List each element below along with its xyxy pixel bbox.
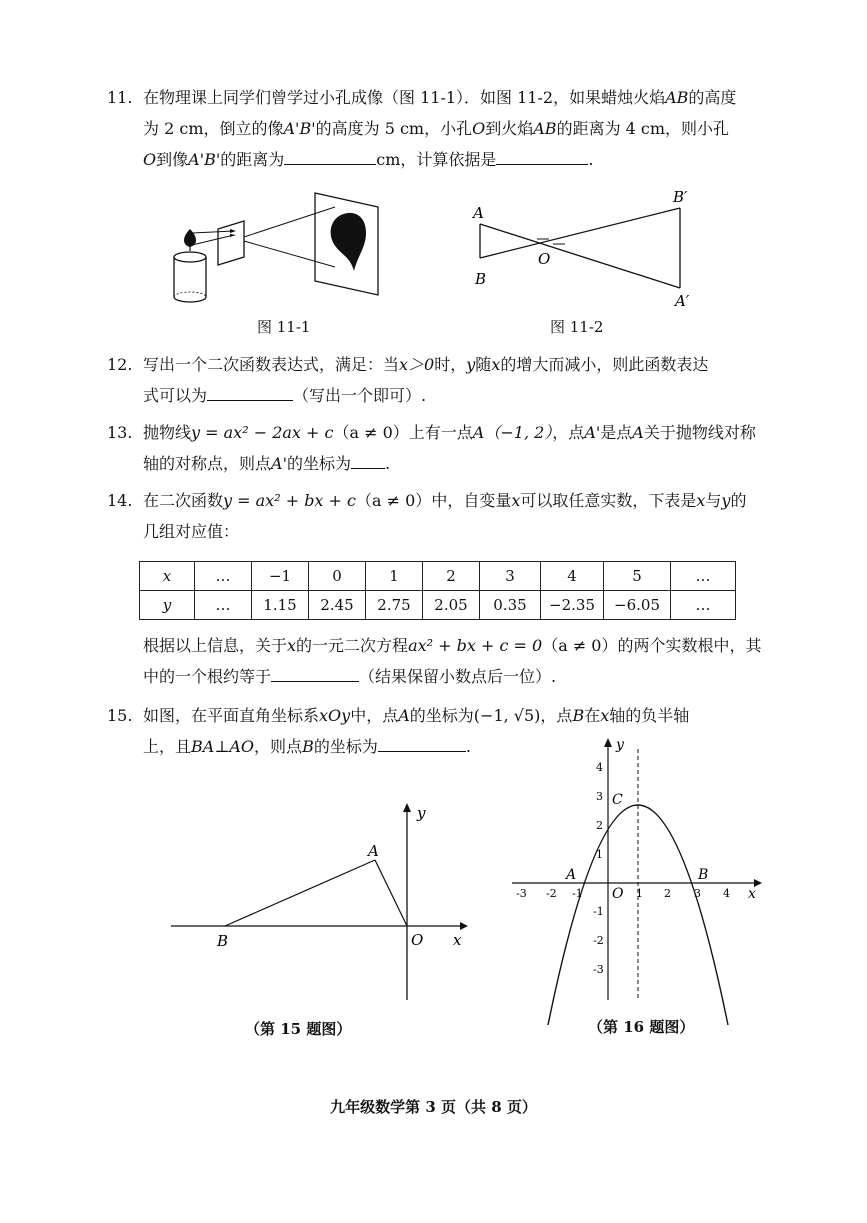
answer-blank[interactable] <box>284 146 376 165</box>
question-number: 11. <box>107 88 133 107</box>
figure-16 <box>508 735 768 1025</box>
table-cell: −2.35 <box>541 591 604 620</box>
question-14-continued: 根据以上信息，关于x的一元二次方程ax² + bx + c = 0（a ≠ 0）的两个实数根中，其 中的一个根约等于 （结果保留小数点后一位）. <box>143 636 762 686</box>
question-14: 14. 在二次函数y = ax² + bx + c（a ≠ 0）中，自变量x可以取任意实数，下表是x与y的 几组对应值： <box>107 485 797 547</box>
table-cell: 5 <box>604 562 671 591</box>
answer-blank[interactable] <box>351 450 385 469</box>
y-axis-label: y <box>417 804 426 822</box>
x-tick-label: 3 <box>694 887 701 900</box>
question-number: 15. <box>107 706 133 725</box>
answer-blank[interactable] <box>378 733 466 752</box>
table-cell: … <box>671 562 736 591</box>
table-cell: 1 <box>366 562 423 591</box>
table-cell: 0.35 <box>480 591 541 620</box>
table-cell: … <box>195 591 252 620</box>
figure-11-2 <box>465 182 705 314</box>
y-tick-label: -3 <box>593 963 604 976</box>
x-tick-label: 4 <box>723 887 730 900</box>
question-number: 12. <box>107 355 133 374</box>
table-row <box>140 591 736 620</box>
figure-caption: 图 11-2 <box>550 318 604 336</box>
y-tick-label: 4 <box>596 761 603 774</box>
y-tick-label: -2 <box>593 934 604 947</box>
table-cell: 3 <box>480 562 541 591</box>
figure-15 <box>165 800 470 1005</box>
table-cell: 2.75 <box>366 591 423 620</box>
question-12: 12. 写出一个二次函数表达式，满足：当x＞0时，y随x的增大而减小，则此函数表达 式可以为 （写出一个即可）. <box>107 349 797 411</box>
x-tick-label: -2 <box>546 887 557 900</box>
point-b-prime-label: B′ <box>673 188 688 206</box>
question-number: 13. <box>107 423 133 442</box>
question-15: 15. 如图，在平面直角坐标系xOy中，点A的坐标为(−1, √5)，点B在x轴的负半轴 上，且BA⊥AO，则点B的坐标为 . <box>107 700 797 762</box>
table-cell: 2 <box>423 562 480 591</box>
table-row <box>140 562 736 591</box>
table-cell: 4 <box>541 562 604 591</box>
point-b-label: B <box>217 932 229 950</box>
point-a-label: A <box>566 867 577 883</box>
x-axis-label: x <box>453 931 462 949</box>
answer-blank[interactable] <box>207 382 293 401</box>
x-tick-label: 2 <box>664 887 671 900</box>
table-cell: … <box>671 591 736 620</box>
figure-caption: （第 15 题图） <box>245 1020 352 1038</box>
point-b-label: B <box>698 867 709 883</box>
y-tick-label: 3 <box>596 790 603 803</box>
x-tick-label: -3 <box>516 887 527 900</box>
figure-caption: 图 11-1 <box>257 318 311 336</box>
table-cell: −6.05 <box>604 591 671 620</box>
table-header: x <box>140 562 195 591</box>
x-tick-label: -1 <box>572 887 583 900</box>
table-header: y <box>140 591 195 620</box>
table-cell: 2.05 <box>423 591 480 620</box>
figure-caption: （第 16 题图） <box>588 1018 695 1036</box>
x-axis-label: x <box>748 886 756 902</box>
question-13: 13. 抛物线y = ax² − 2ax + c（a ≠ 0）上有一点A（−1, 2），点A'是点A关于抛物线对称 轴的对称点，则点A'的坐标为 . <box>107 417 797 479</box>
answer-blank[interactable] <box>271 663 359 682</box>
page-footer: 九年级数学第 3 页（共 8 页） <box>330 1098 537 1116</box>
question-number: 14. <box>107 491 133 510</box>
table-cell: 1.15 <box>252 591 309 620</box>
y-axis-label: y <box>616 737 624 753</box>
y-ticks <box>593 761 604 976</box>
origin-label: O <box>612 886 624 902</box>
point-a-label: A <box>368 842 379 860</box>
figure-11-1 <box>160 185 390 310</box>
table-cell: 0 <box>309 562 366 591</box>
x-tick-label: 1 <box>636 887 643 900</box>
point-a-prime-label: A′ <box>675 292 690 310</box>
value-table <box>139 561 736 620</box>
table-cell: … <box>195 562 252 591</box>
point-a-label: A <box>473 204 484 222</box>
table-cell: −1 <box>252 562 309 591</box>
table-cell: 2.45 <box>309 591 366 620</box>
question-11: 11. 在物理课上同学们曾学过小孔成像（图 11-1）．如图 11-2，如果蜡烛火焰AB的高度 为 2 cm，倒立的像A'B'的高度为 5 cm，小孔O到火焰AB的距离为 4 cm，则小孔 O到像A'B'的距离为 cm，计算依据是 . <box>107 82 797 175</box>
y-tick-label: 1 <box>596 848 603 861</box>
point-c-label: C <box>612 792 623 808</box>
answer-blank[interactable] <box>496 146 588 165</box>
point-o-label: O <box>538 250 551 268</box>
origin-label: O <box>411 931 424 949</box>
y-tick-label: -1 <box>593 905 604 918</box>
point-b-label: B <box>475 270 487 288</box>
y-tick-label: 2 <box>596 819 603 832</box>
